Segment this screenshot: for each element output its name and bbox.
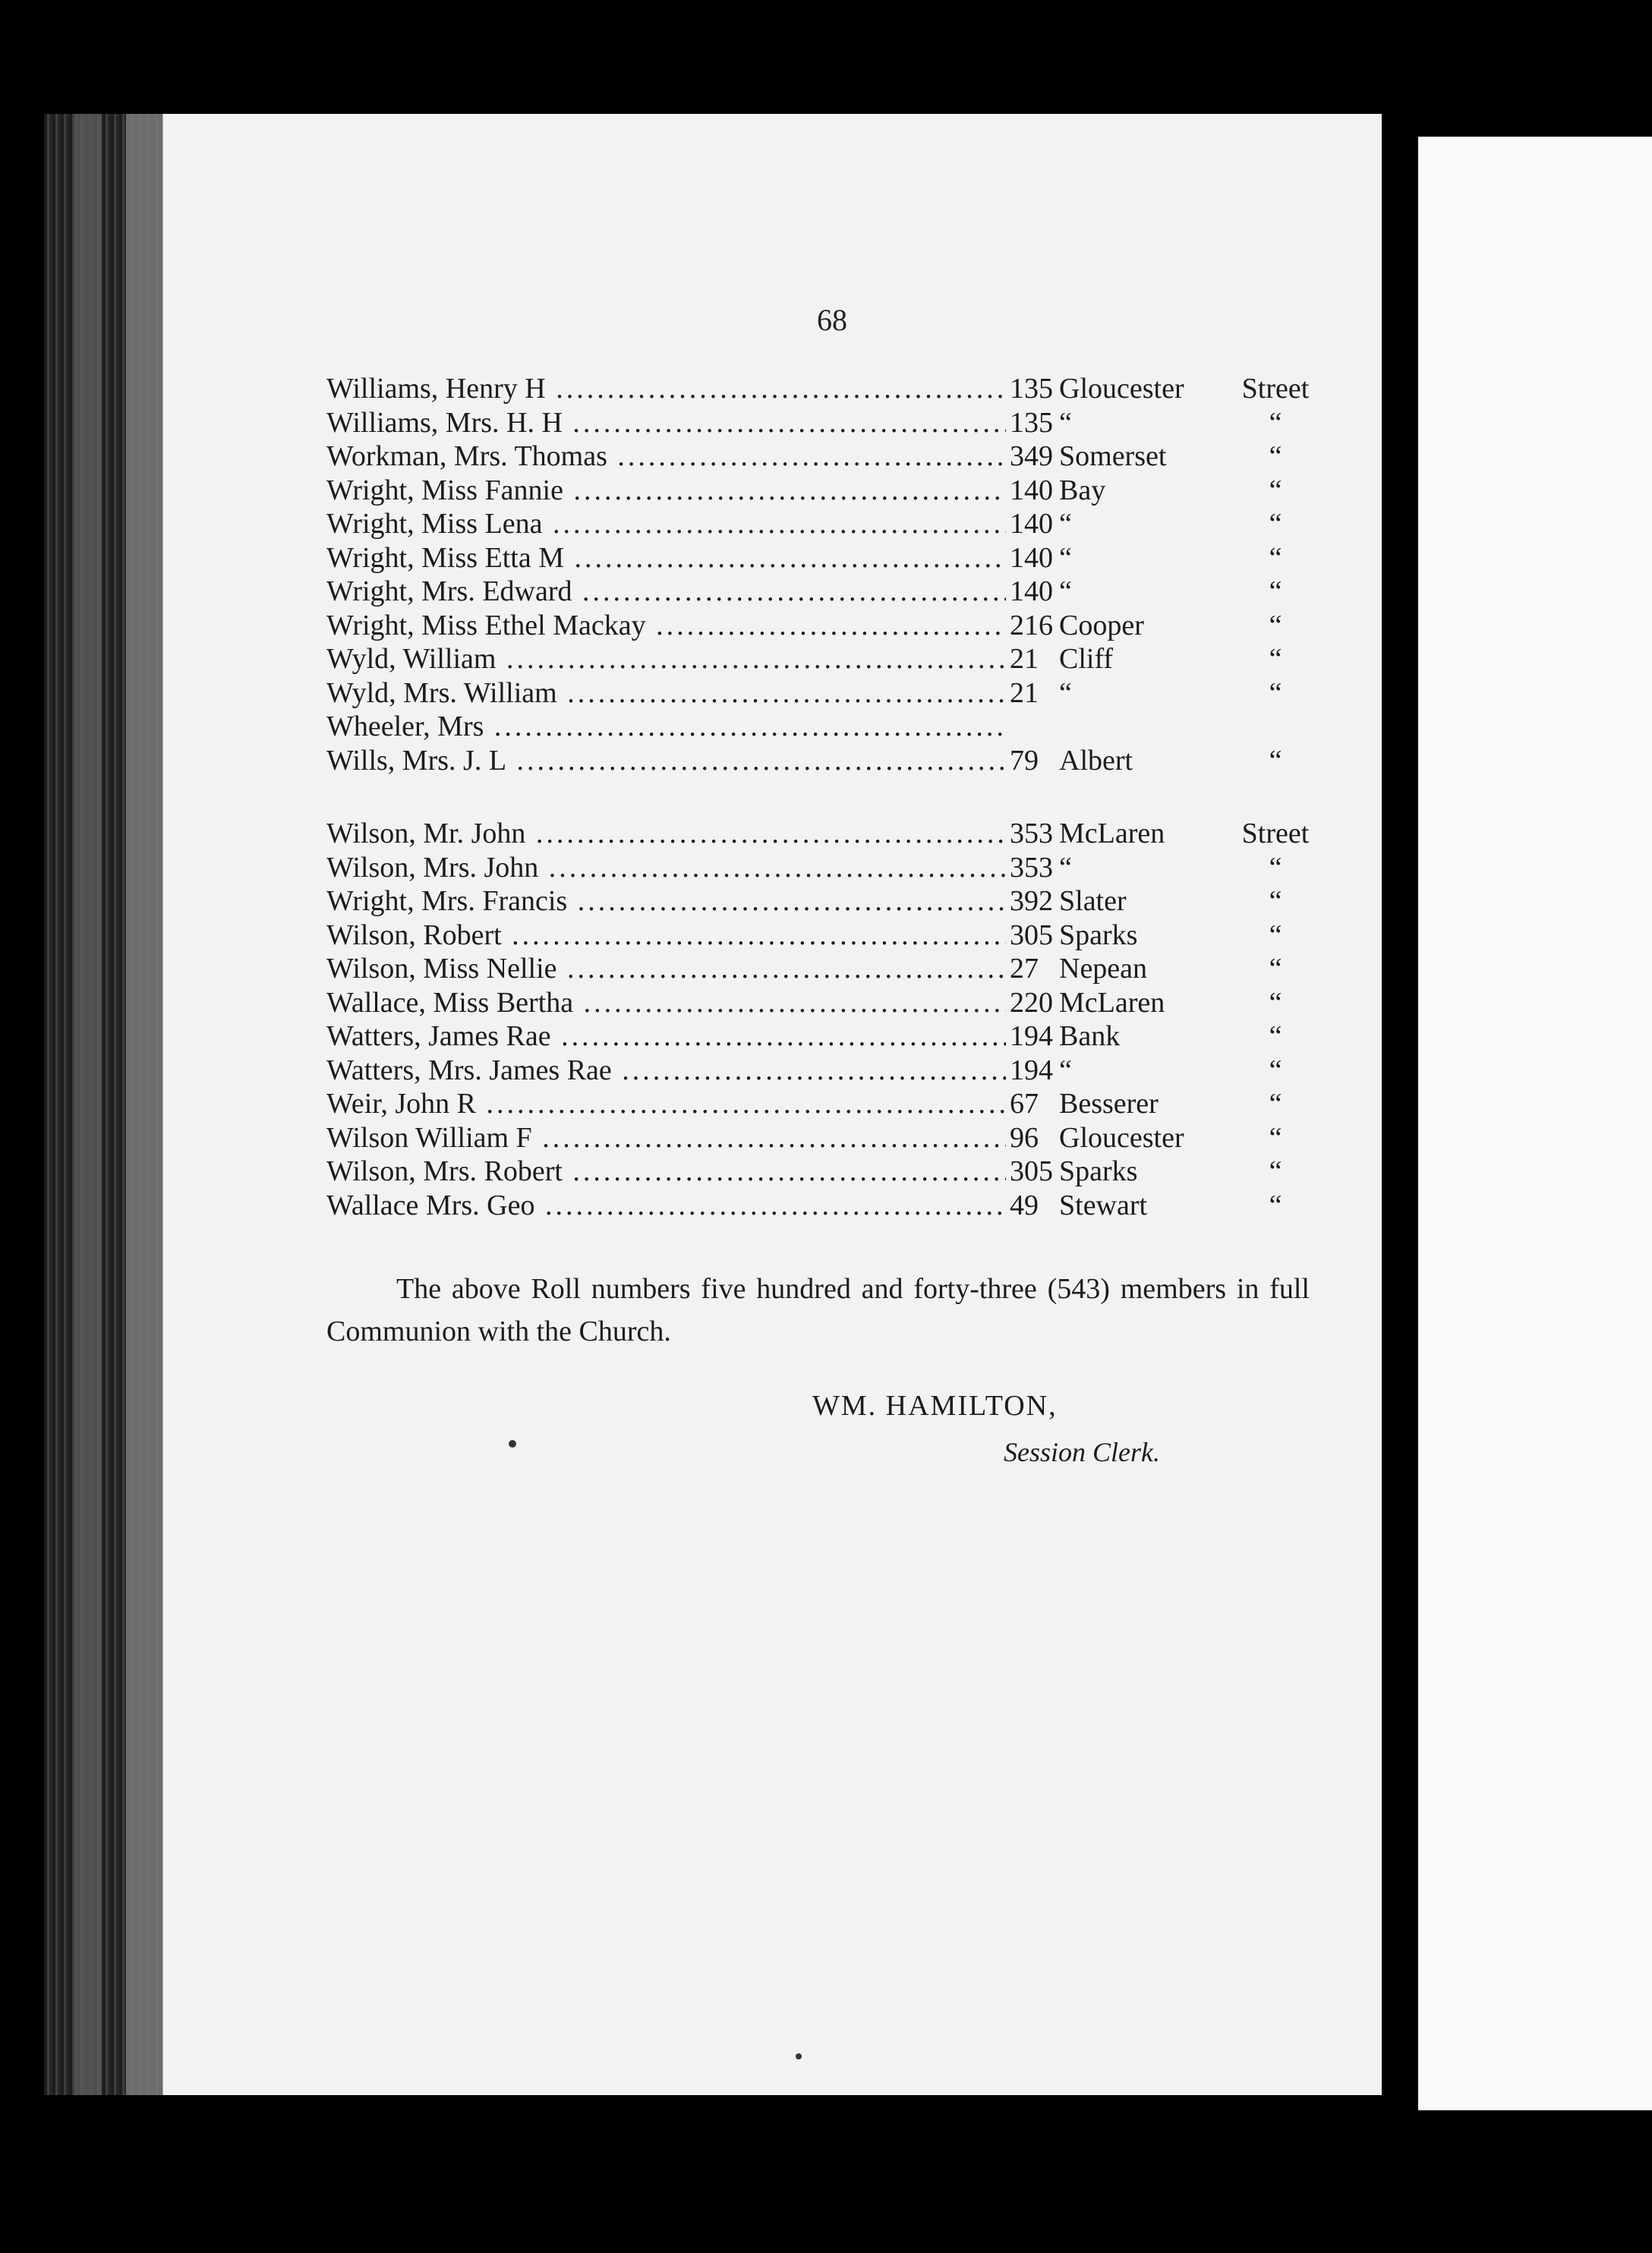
street-name: “ (1059, 508, 1072, 540)
member-name: Watters, James Rae ..... (326, 1019, 1006, 1053)
street-suffix: “ (1269, 986, 1282, 1019)
street-suffix: “ (1269, 1121, 1282, 1154)
roll-entry (326, 676, 1344, 711)
member-name: Wright, Miss Lena ..... (326, 507, 1006, 540)
street-suffix: “ (1269, 541, 1282, 574)
street-suffix: “ (1269, 1020, 1282, 1052)
street-name: “ (1059, 1054, 1072, 1086)
street-name: Cooper (1059, 609, 1144, 641)
house-number: 305 (1010, 919, 1053, 951)
page-number: 68 (817, 303, 847, 337)
roll-entry (326, 1189, 1344, 1223)
house-number: 194 (1010, 1020, 1053, 1052)
roll-entry (326, 541, 1344, 575)
member-name: Wilson, Robert ..... (326, 919, 1006, 952)
street-name: Gloucester (1059, 373, 1184, 405)
roll-entry (326, 575, 1344, 609)
house-number: 49 (1010, 1189, 1039, 1221)
ink-speck (509, 1440, 516, 1448)
house-number: 67 (1010, 1088, 1039, 1120)
street-name: McLaren (1059, 986, 1165, 1019)
street-name: McLaren (1059, 818, 1165, 849)
member-name: Wyld, Mrs. William ..... (326, 676, 1006, 710)
house-number: 392 (1010, 885, 1053, 917)
street-suffix: “ (1269, 643, 1282, 675)
house-number: 194 (1010, 1054, 1053, 1086)
street-name: Albert (1059, 744, 1133, 777)
street-name: Gloucester (1059, 1121, 1184, 1154)
roll-entry (326, 919, 1344, 953)
street-name: “ (1059, 406, 1072, 439)
roll-entry (326, 406, 1344, 440)
street-name: “ (1059, 541, 1072, 574)
member-name: Wright, Mrs. Edward ..... (326, 575, 1006, 608)
house-number: 96 (1010, 1121, 1039, 1154)
street-suffix: “ (1269, 744, 1282, 777)
house-number: 353 (1010, 818, 1053, 849)
ink-speck (796, 2053, 802, 2059)
house-number: 349 (1010, 440, 1053, 472)
roll-block-1 (326, 372, 1344, 777)
roll-entry (326, 1087, 1344, 1121)
member-name: Wallace, Miss Bertha ..... (326, 986, 1006, 1019)
member-name: Wilson William F ..... (326, 1121, 1006, 1155)
roll-entry (326, 851, 1344, 885)
member-name: Wright, Miss Fannie ..... (326, 474, 1006, 507)
roll-block-2 (326, 817, 1344, 1222)
roll-entry (326, 372, 1344, 406)
street-suffix: “ (1269, 885, 1282, 917)
page-edge-stripe (74, 114, 102, 2095)
street-name: Nepean (1059, 953, 1148, 985)
street-suffix: Street (1241, 373, 1310, 405)
street-suffix: “ (1269, 609, 1282, 641)
roll-entry (326, 1121, 1344, 1155)
house-number: 21 (1010, 643, 1039, 675)
member-name: Williams, Henry H ..... (326, 372, 1006, 405)
house-number: 140 (1010, 541, 1053, 574)
street-suffix: “ (1269, 676, 1282, 709)
house-number: 216 (1010, 609, 1053, 641)
street-suffix: Street (1241, 818, 1310, 849)
member-name: Wyld, William ..... (326, 642, 1006, 676)
house-number: 27 (1010, 953, 1039, 985)
roll-entry (326, 1019, 1344, 1054)
house-number: 79 (1010, 744, 1039, 777)
block-gap (326, 777, 1344, 817)
roll-entry (326, 1155, 1344, 1189)
street-name: Slater (1059, 885, 1127, 917)
house-number: 353 (1010, 851, 1053, 884)
street-name: “ (1059, 676, 1072, 709)
roll-entry (326, 744, 1344, 778)
house-number: 21 (1010, 676, 1039, 709)
roll-entry (326, 884, 1344, 919)
member-name: Wright, Mrs. Francis ..... (326, 884, 1006, 918)
house-number: 135 (1010, 373, 1053, 405)
street-suffix: “ (1269, 953, 1282, 985)
roll-entry (326, 507, 1344, 541)
street-name: Cliff (1059, 643, 1114, 675)
membership-roll (326, 372, 1344, 1222)
roll-entry (326, 1054, 1344, 1088)
street-suffix: “ (1269, 440, 1282, 472)
street-suffix: “ (1269, 851, 1282, 884)
member-name: Wallace Mrs. Geo ..... (326, 1189, 1006, 1222)
signature-title: Session Clerk. (1004, 1437, 1160, 1467)
roll-entry (326, 710, 1344, 744)
member-name: Wilson, Miss Nellie ..... (326, 952, 1006, 985)
street-suffix: “ (1269, 1054, 1282, 1086)
house-number: 140 (1010, 474, 1053, 506)
house-number: 220 (1010, 986, 1053, 1019)
house-number: 135 (1010, 406, 1053, 439)
member-name: Wright, Miss Etta M ..... (326, 541, 1006, 575)
street-name: “ (1059, 575, 1072, 607)
member-name: Workman, Mrs. Thomas ..... (326, 440, 1006, 473)
street-suffix: “ (1269, 575, 1282, 607)
street-name: Sparks (1059, 919, 1138, 951)
roll-entry (326, 817, 1344, 851)
page-edge-stripe (126, 114, 162, 2095)
member-name: Wills, Mrs. J. L ..... (326, 744, 1006, 777)
book-edge (44, 114, 181, 2095)
house-number: 305 (1010, 1155, 1053, 1187)
roll-entry (326, 952, 1344, 986)
member-name: Wilson, Mrs. John ..... (326, 851, 1006, 884)
street-name: Bank (1059, 1020, 1121, 1052)
street-name: Bay (1059, 474, 1106, 506)
street-suffix: “ (1269, 1155, 1282, 1187)
facing-page (1418, 137, 1652, 2110)
street-suffix: “ (1269, 1189, 1282, 1221)
member-name: Weir, John R ..... (326, 1087, 1006, 1120)
member-name: Williams, Mrs. H. H ..... (326, 406, 1006, 440)
roll-summary-note: The above Roll numbers five hundred and forty-three (543) members in full Communion with the Church. (326, 1273, 1310, 1347)
street-suffix: “ (1269, 508, 1282, 540)
member-name: Wilson, Mr. John ..... (326, 817, 1006, 850)
street-suffix: “ (1269, 474, 1282, 506)
roll-entry (326, 986, 1344, 1020)
roll-entry (326, 440, 1344, 474)
member-name: Wheeler, Mrs ..... (326, 710, 1006, 743)
street-suffix: “ (1269, 406, 1282, 439)
signature-name: WM. HAMILTON, (812, 1390, 1058, 1422)
street-name: Stewart (1059, 1189, 1148, 1221)
member-name: Wright, Miss Ethel Mackay ..... (326, 609, 1006, 642)
roll-entry (326, 609, 1344, 643)
house-number: 140 (1010, 508, 1053, 540)
street-name: Sparks (1059, 1155, 1138, 1187)
street-name: Somerset (1059, 440, 1167, 472)
roll-entry (326, 642, 1344, 676)
house-number: 140 (1010, 575, 1053, 607)
street-name: “ (1059, 851, 1072, 884)
member-name: Wilson, Mrs. Robert ..... (326, 1155, 1006, 1188)
member-name: Watters, Mrs. James Rae ..... (326, 1054, 1006, 1087)
roll-entry (326, 474, 1344, 508)
street-name: Besserer (1059, 1088, 1159, 1120)
street-suffix: “ (1269, 919, 1282, 951)
street-suffix: “ (1269, 1088, 1282, 1120)
